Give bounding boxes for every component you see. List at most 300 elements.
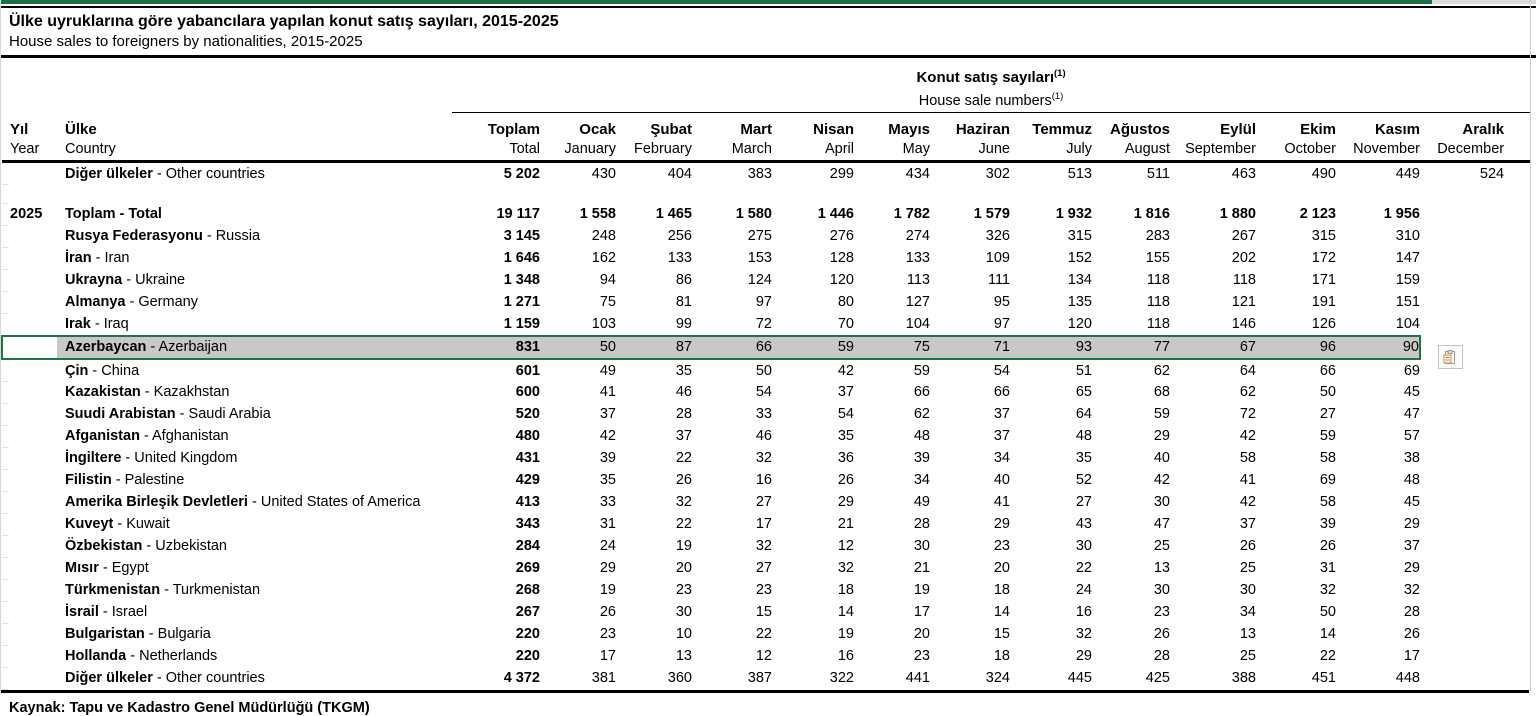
year-cell[interactable]: [9, 247, 57, 269]
year-cell[interactable]: [9, 313, 57, 336]
value-cell[interactable]: 16: [837, 648, 854, 665]
value-cell[interactable]: 34: [913, 472, 930, 489]
value-cell[interactable]: 445: [1067, 670, 1092, 687]
value-cell[interactable]: 93: [1010, 336, 1092, 359]
value-cell[interactable]: 13: [1239, 626, 1256, 643]
value-cell[interactable]: 66: [993, 384, 1010, 401]
value-cell[interactable]: 51: [1075, 362, 1092, 379]
value-cell[interactable]: 65: [1075, 384, 1092, 401]
value-cell[interactable]: 511: [1146, 165, 1170, 182]
country-cell[interactable]: [57, 469, 452, 491]
value-cell[interactable]: 22: [1075, 560, 1092, 577]
value-cell[interactable]: 120: [1067, 316, 1092, 333]
value-cell[interactable]: 52: [1075, 472, 1092, 489]
year-cell[interactable]: [9, 359, 57, 382]
value-cell[interactable]: [1420, 601, 1530, 623]
value-cell[interactable]: 97: [993, 316, 1010, 333]
value-cell[interactable]: 275: [747, 228, 772, 245]
value-cell[interactable]: 1 880: [1219, 206, 1256, 223]
year-cell[interactable]: [9, 513, 57, 535]
country-cell[interactable]: [57, 203, 452, 225]
value-cell[interactable]: 302: [985, 165, 1010, 182]
value-cell[interactable]: 75: [854, 336, 930, 359]
country-cell[interactable]: [57, 535, 452, 557]
value-cell[interactable]: 35: [675, 362, 692, 379]
country-cell[interactable]: [57, 161, 452, 184]
value-cell[interactable]: 77: [1092, 336, 1170, 359]
value-cell[interactable]: 315: [1311, 228, 1336, 245]
value-cell[interactable]: [1420, 667, 1530, 689]
value-cell[interactable]: 1 782: [893, 206, 930, 223]
value-cell[interactable]: 601: [515, 362, 540, 379]
value-cell[interactable]: 26: [1239, 538, 1256, 555]
value-cell[interactable]: 19: [675, 538, 692, 555]
value-cell[interactable]: 127: [905, 294, 930, 311]
value-cell[interactable]: 269: [515, 560, 540, 577]
value-cell[interactable]: 15: [993, 626, 1010, 643]
value-cell[interactable]: 600: [515, 384, 540, 401]
value-cell[interactable]: 413: [515, 494, 540, 511]
value-cell[interactable]: 5 202: [503, 165, 540, 182]
value-cell[interactable]: 20: [675, 560, 692, 577]
value-cell[interactable]: 104: [905, 316, 930, 333]
value-cell[interactable]: 37: [675, 428, 692, 445]
value-cell[interactable]: 25: [1239, 648, 1256, 665]
value-cell[interactable]: 191: [1311, 294, 1336, 311]
value-cell[interactable]: 284: [515, 538, 540, 555]
value-cell[interactable]: 449: [1395, 165, 1420, 182]
country-cell[interactable]: [57, 513, 452, 535]
value-cell[interactable]: 155: [1145, 250, 1170, 267]
value-cell[interactable]: 14: [1319, 626, 1336, 643]
value-cell[interactable]: 29: [1403, 516, 1420, 533]
value-cell[interactable]: 111: [987, 272, 1010, 289]
value-cell[interactable]: [1420, 513, 1530, 535]
value-cell[interactable]: 40: [993, 472, 1010, 489]
value-cell[interactable]: 118: [1146, 316, 1170, 333]
country-cell[interactable]: [57, 381, 452, 403]
value-cell[interactable]: 35: [837, 428, 854, 445]
value-cell[interactable]: 48: [1075, 428, 1092, 445]
value-cell[interactable]: 43: [1075, 516, 1092, 533]
value-cell[interactable]: 104: [1395, 316, 1420, 333]
value-cell[interactable]: [1420, 469, 1530, 491]
value-cell[interactable]: 113: [906, 272, 930, 289]
value-cell[interactable]: [1420, 336, 1530, 359]
value-cell[interactable]: 448: [1395, 670, 1420, 687]
value-cell[interactable]: 17: [1403, 648, 1420, 665]
value-cell[interactable]: 48: [1403, 472, 1420, 489]
value-cell[interactable]: 1 580: [735, 206, 772, 223]
value-cell[interactable]: 1 816: [1133, 206, 1170, 223]
year-cell[interactable]: [9, 469, 57, 491]
country-cell[interactable]: [57, 645, 452, 667]
value-cell[interactable]: 16: [755, 472, 772, 489]
value-cell[interactable]: 99: [675, 316, 692, 333]
value-cell[interactable]: 152: [1067, 250, 1092, 267]
value-cell[interactable]: 15: [755, 604, 772, 621]
value-cell[interactable]: 38: [1403, 450, 1420, 467]
value-cell[interactable]: 18: [837, 582, 854, 599]
value-cell[interactable]: 22: [675, 516, 692, 533]
country-cell[interactable]: [57, 623, 452, 645]
value-cell[interactable]: 46: [675, 384, 692, 401]
value-cell[interactable]: 24: [1075, 582, 1092, 599]
value-cell[interactable]: 28: [675, 406, 692, 423]
value-cell[interactable]: 30: [1153, 494, 1170, 511]
value-cell[interactable]: 97: [755, 294, 772, 311]
value-cell[interactable]: 151: [1395, 294, 1420, 311]
value-cell[interactable]: 133: [905, 250, 930, 267]
value-cell[interactable]: 42: [1239, 494, 1256, 511]
value-cell[interactable]: 220: [515, 626, 540, 643]
value-cell[interactable]: 27: [1319, 406, 1336, 423]
value-cell[interactable]: 381: [591, 670, 616, 687]
value-cell[interactable]: 524: [1479, 165, 1505, 182]
value-cell[interactable]: 1 646: [503, 250, 540, 267]
value-cell[interactable]: 520: [515, 406, 540, 423]
value-cell[interactable]: 32: [755, 450, 772, 467]
value-cell[interactable]: [1420, 247, 1530, 269]
value-cell[interactable]: 159: [1395, 272, 1420, 289]
value-cell[interactable]: 47: [1153, 516, 1170, 533]
value-cell[interactable]: 3 145: [503, 228, 540, 245]
year-cell[interactable]: [9, 601, 57, 623]
country-cell[interactable]: [57, 403, 452, 425]
value-cell[interactable]: 118: [1146, 294, 1170, 311]
value-cell[interactable]: 14: [993, 604, 1010, 621]
value-cell[interactable]: 26: [675, 472, 692, 489]
value-cell[interactable]: 68: [1153, 384, 1170, 401]
value-cell[interactable]: 27: [1075, 494, 1092, 511]
value-cell[interactable]: 27: [755, 494, 772, 511]
value-cell[interactable]: 67: [1170, 336, 1256, 359]
value-cell[interactable]: 202: [1231, 250, 1256, 267]
value-cell[interactable]: 126: [1311, 316, 1336, 333]
value-cell[interactable]: 57: [1403, 428, 1420, 445]
value-cell[interactable]: 46: [755, 428, 772, 445]
value-cell[interactable]: 18: [993, 582, 1010, 599]
country-cell[interactable]: [57, 225, 452, 247]
value-cell[interactable]: 29: [1403, 560, 1420, 577]
value-cell[interactable]: 23: [913, 648, 930, 665]
value-cell[interactable]: 33: [755, 406, 772, 423]
value-cell[interactable]: 26: [837, 472, 854, 489]
value-cell[interactable]: 50: [1319, 604, 1336, 621]
value-cell[interactable]: 248: [591, 228, 616, 245]
year-cell[interactable]: [9, 667, 57, 689]
value-cell[interactable]: 30: [1153, 582, 1170, 599]
value-cell[interactable]: 310: [1395, 228, 1420, 245]
paste-options-icon[interactable]: [1438, 345, 1463, 369]
value-cell[interactable]: 831: [452, 336, 540, 359]
value-cell[interactable]: 267: [515, 604, 540, 621]
value-cell[interactable]: 95: [993, 294, 1010, 311]
value-cell[interactable]: 22: [755, 626, 772, 643]
value-cell[interactable]: 25: [1153, 538, 1170, 555]
country-cell[interactable]: [57, 425, 452, 447]
value-cell[interactable]: 39: [599, 450, 616, 467]
value-cell[interactable]: 22: [675, 450, 692, 467]
value-cell[interactable]: 1 579: [973, 206, 1010, 223]
value-cell[interactable]: 17: [755, 516, 772, 533]
value-cell[interactable]: 2 123: [1299, 206, 1336, 223]
value-cell[interactable]: 59: [1153, 406, 1170, 423]
country-cell[interactable]: [57, 447, 452, 469]
value-cell[interactable]: 34: [1239, 604, 1256, 621]
value-cell[interactable]: 75: [599, 294, 616, 311]
value-cell[interactable]: 69: [1403, 362, 1420, 379]
value-cell[interactable]: 128: [829, 250, 854, 267]
value-cell[interactable]: 37: [993, 428, 1010, 445]
year-cell[interactable]: [9, 381, 57, 403]
value-cell[interactable]: 29: [1075, 648, 1092, 665]
value-cell[interactable]: 26: [1319, 538, 1336, 555]
value-cell[interactable]: 23: [755, 582, 772, 599]
value-cell[interactable]: 29: [837, 494, 854, 511]
year-cell[interactable]: [9, 336, 57, 359]
value-cell[interactable]: 90: [1336, 336, 1420, 359]
value-cell[interactable]: 37: [599, 406, 616, 423]
value-cell[interactable]: 29: [1153, 428, 1170, 445]
value-cell[interactable]: 37: [837, 384, 854, 401]
country-cell[interactable]: [57, 579, 452, 601]
value-cell[interactable]: [1420, 291, 1530, 313]
value-cell[interactable]: 26: [1403, 626, 1420, 643]
value-cell[interactable]: 315: [1067, 228, 1092, 245]
value-cell[interactable]: 41: [1239, 472, 1256, 489]
value-cell[interactable]: 146: [1231, 316, 1256, 333]
value-cell[interactable]: 19: [913, 582, 930, 599]
value-cell[interactable]: 58: [1239, 450, 1256, 467]
value-cell[interactable]: 69: [1319, 472, 1336, 489]
country-cell[interactable]: [57, 359, 452, 382]
value-cell[interactable]: 42: [1239, 428, 1256, 445]
value-cell[interactable]: 1 932: [1055, 206, 1092, 223]
value-cell[interactable]: 4 372: [503, 670, 540, 687]
value-cell[interactable]: [1420, 491, 1530, 513]
value-cell[interactable]: 58: [1319, 494, 1336, 511]
value-cell[interactable]: 12: [837, 538, 854, 555]
value-cell[interactable]: 268: [515, 582, 540, 599]
value-cell[interactable]: 41: [599, 384, 616, 401]
value-cell[interactable]: 23: [1153, 604, 1170, 621]
value-cell[interactable]: 30: [675, 604, 692, 621]
value-cell[interactable]: 134: [1067, 272, 1092, 289]
value-cell[interactable]: 59: [772, 336, 854, 359]
country-cell[interactable]: [57, 557, 452, 579]
value-cell[interactable]: 31: [1319, 560, 1336, 577]
value-cell[interactable]: 133: [667, 250, 692, 267]
value-cell[interactable]: 480: [515, 428, 540, 445]
value-cell[interactable]: 30: [1075, 538, 1092, 555]
value-cell[interactable]: 431: [515, 450, 540, 467]
value-cell[interactable]: [1420, 381, 1530, 403]
value-cell[interactable]: 66: [692, 336, 772, 359]
value-cell[interactable]: [1420, 225, 1530, 247]
value-cell[interactable]: 388: [1231, 670, 1256, 687]
value-cell[interactable]: 70: [837, 316, 854, 333]
value-cell[interactable]: 62: [1153, 362, 1170, 379]
value-cell[interactable]: 14: [837, 604, 854, 621]
value-cell[interactable]: 80: [837, 294, 854, 311]
value-cell[interactable]: 441: [905, 670, 930, 687]
value-cell[interactable]: 32: [1319, 582, 1336, 599]
year-cell[interactable]: [9, 535, 57, 557]
value-cell[interactable]: 71: [930, 336, 1010, 359]
value-cell[interactable]: 64: [1075, 406, 1092, 423]
value-cell[interactable]: 463: [1231, 165, 1256, 182]
value-cell[interactable]: 64: [1239, 362, 1256, 379]
value-cell[interactable]: 39: [913, 450, 930, 467]
value-cell[interactable]: 343: [515, 516, 540, 533]
value-cell[interactable]: 12: [755, 648, 772, 665]
value-cell[interactable]: 34: [993, 450, 1010, 467]
value-cell[interactable]: 10: [675, 626, 692, 643]
value-cell[interactable]: 1 465: [655, 206, 692, 223]
value-cell[interactable]: 27: [755, 560, 772, 577]
value-cell[interactable]: 31: [599, 516, 616, 533]
value-cell[interactable]: 1 558: [579, 206, 616, 223]
value-cell[interactable]: 28: [1153, 648, 1170, 665]
value-cell[interactable]: 324: [985, 670, 1010, 687]
value-cell[interactable]: 50: [755, 362, 772, 379]
value-cell[interactable]: 124: [747, 272, 772, 289]
value-cell[interactable]: 26: [1153, 626, 1170, 643]
value-cell[interactable]: 49: [599, 362, 616, 379]
value-cell[interactable]: 41: [993, 494, 1010, 511]
year-cell[interactable]: [9, 403, 57, 425]
value-cell[interactable]: 17: [599, 648, 616, 665]
value-cell[interactable]: 66: [913, 384, 930, 401]
value-cell[interactable]: 162: [591, 250, 616, 267]
value-cell[interactable]: 404: [667, 165, 692, 182]
value-cell[interactable]: 360: [667, 670, 692, 687]
value-cell[interactable]: 42: [837, 362, 854, 379]
year-cell[interactable]: [9, 269, 57, 291]
value-cell[interactable]: 50: [540, 336, 616, 359]
year-cell[interactable]: [9, 557, 57, 579]
value-cell[interactable]: 40: [1153, 450, 1170, 467]
value-cell[interactable]: 267: [1231, 228, 1256, 245]
year-cell[interactable]: [9, 225, 57, 247]
value-cell[interactable]: 48: [913, 428, 930, 445]
value-cell[interactable]: 490: [1311, 165, 1336, 182]
value-cell[interactable]: 87: [616, 336, 692, 359]
value-cell[interactable]: 19 117: [496, 206, 540, 223]
value-cell[interactable]: 21: [837, 516, 854, 533]
value-cell[interactable]: 21: [913, 560, 930, 577]
value-cell[interactable]: 13: [1153, 560, 1170, 577]
value-cell[interactable]: [1420, 645, 1530, 667]
value-cell[interactable]: 35: [599, 472, 616, 489]
value-cell[interactable]: 23: [993, 538, 1010, 555]
value-cell[interactable]: 32: [755, 538, 772, 555]
value-cell[interactable]: 94: [599, 272, 616, 289]
value-cell[interactable]: 37: [993, 406, 1010, 423]
value-cell[interactable]: 33: [599, 494, 616, 511]
value-cell[interactable]: 283: [1145, 228, 1170, 245]
value-cell[interactable]: 1 348: [503, 272, 540, 289]
value-cell[interactable]: 153: [747, 250, 772, 267]
value-cell[interactable]: 37: [1403, 538, 1420, 555]
value-cell[interactable]: 50: [1319, 384, 1336, 401]
value-cell[interactable]: 32: [675, 494, 692, 511]
value-cell[interactable]: 45: [1403, 494, 1420, 511]
value-cell[interactable]: 322: [829, 670, 854, 687]
value-cell[interactable]: 513: [1067, 165, 1092, 182]
value-cell[interactable]: 26: [599, 604, 616, 621]
year-cell[interactable]: [9, 579, 57, 601]
value-cell[interactable]: 103: [591, 316, 616, 333]
value-cell[interactable]: [1420, 535, 1530, 557]
country-cell[interactable]: [57, 291, 452, 313]
value-cell[interactable]: 326: [985, 228, 1010, 245]
value-cell[interactable]: 66: [1319, 362, 1336, 379]
value-cell[interactable]: 42: [599, 428, 616, 445]
country-cell[interactable]: [57, 601, 452, 623]
value-cell[interactable]: 25: [1239, 560, 1256, 577]
value-cell[interactable]: 29: [993, 516, 1010, 533]
value-cell[interactable]: 35: [1075, 450, 1092, 467]
value-cell[interactable]: 387: [747, 670, 772, 687]
year-cell[interactable]: [9, 161, 57, 184]
value-cell[interactable]: 28: [1403, 604, 1420, 621]
value-cell[interactable]: 451: [1311, 670, 1336, 687]
value-cell[interactable]: 19: [599, 582, 616, 599]
value-cell[interactable]: 20: [913, 626, 930, 643]
value-cell[interactable]: 20: [993, 560, 1010, 577]
value-cell[interactable]: 28: [913, 516, 930, 533]
year-cell[interactable]: [9, 623, 57, 645]
value-cell[interactable]: [1420, 447, 1530, 469]
value-cell[interactable]: 22: [1319, 648, 1336, 665]
value-cell[interactable]: 54: [837, 406, 854, 423]
value-cell[interactable]: 62: [913, 406, 930, 423]
value-cell[interactable]: 62: [1239, 384, 1256, 401]
value-cell[interactable]: 135: [1067, 294, 1092, 311]
value-cell[interactable]: 118: [1232, 272, 1256, 289]
value-cell[interactable]: 171: [1311, 272, 1336, 289]
year-cell[interactable]: [9, 291, 57, 313]
value-cell[interactable]: [1420, 313, 1530, 336]
value-cell[interactable]: [1420, 403, 1530, 425]
value-cell[interactable]: 256: [667, 228, 692, 245]
value-cell[interactable]: [1420, 203, 1530, 225]
value-cell[interactable]: 42: [1153, 472, 1170, 489]
country-cell[interactable]: [57, 667, 452, 689]
value-cell[interactable]: 429: [515, 472, 540, 489]
year-cell[interactable]: [9, 645, 57, 667]
value-cell[interactable]: [1420, 269, 1530, 291]
value-cell[interactable]: [1420, 557, 1530, 579]
value-cell[interactable]: 58: [1319, 450, 1336, 467]
value-cell[interactable]: 13: [675, 648, 692, 665]
value-cell[interactable]: 81: [675, 294, 692, 311]
value-cell[interactable]: 59: [913, 362, 930, 379]
value-cell[interactable]: 220: [515, 648, 540, 665]
value-cell[interactable]: 121: [1231, 294, 1256, 311]
value-cell[interactable]: 19: [837, 626, 854, 643]
year-cell[interactable]: [9, 491, 57, 513]
value-cell[interactable]: [1420, 623, 1530, 645]
value-cell[interactable]: 1 446: [817, 206, 854, 223]
value-cell[interactable]: 425: [1145, 670, 1170, 687]
value-cell[interactable]: 147: [1395, 250, 1420, 267]
value-cell[interactable]: [1420, 359, 1530, 382]
value-cell[interactable]: 434: [905, 165, 930, 182]
value-cell[interactable]: 54: [993, 362, 1010, 379]
